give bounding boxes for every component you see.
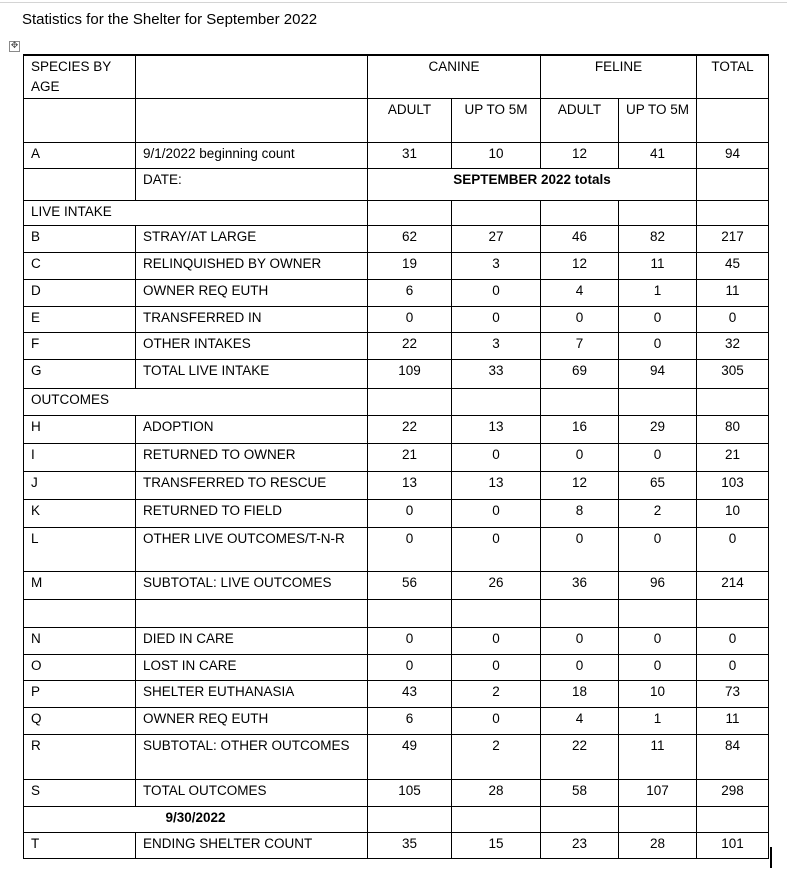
table-row bbox=[24, 571, 769, 599]
blank-cell[interactable] bbox=[541, 806, 619, 832]
blank-cell[interactable] bbox=[619, 806, 697, 832]
canine-adult-value[interactable]: 22 bbox=[368, 332, 452, 359]
canine-up-to-5m-value[interactable]: 13 bbox=[452, 415, 541, 443]
spacer-row bbox=[24, 599, 769, 627]
total-value[interactable]: 11 bbox=[697, 279, 769, 306]
canine-adult-value[interactable]: 43 bbox=[368, 680, 452, 707]
september-totals-label[interactable]: SEPTEMBER 2022 totals bbox=[368, 168, 697, 200]
blank-header-cell[interactable] bbox=[24, 98, 136, 142]
canine-up-to-5m-value[interactable]: 3 bbox=[452, 332, 541, 359]
blank-cell[interactable] bbox=[24, 168, 136, 200]
text-cursor bbox=[770, 847, 772, 868]
canine-adult-value[interactable]: 19 bbox=[368, 252, 452, 279]
canine-adult-header[interactable]: ADULT bbox=[368, 98, 452, 142]
feline-up-to-5m-header[interactable]: UP TO 5M bbox=[619, 98, 697, 142]
row-letter[interactable]: S bbox=[24, 779, 136, 806]
canine-adult-value[interactable]: 109 bbox=[368, 359, 452, 388]
row-label[interactable]: SUBTOTAL: LIVE OUTCOMES bbox=[136, 571, 368, 599]
total-value[interactable]: 101 bbox=[697, 832, 769, 858]
canine-up-to-5m-value[interactable]: 2 bbox=[452, 734, 541, 779]
canine-adult-value[interactable]: 31 bbox=[368, 142, 452, 168]
row-label[interactable]: OWNER REQ EUTH bbox=[136, 279, 368, 306]
blank-cell[interactable] bbox=[619, 388, 697, 415]
table-row-ending-count bbox=[24, 832, 769, 858]
canine-up-to-5m-value[interactable]: 0 bbox=[452, 707, 541, 734]
blank-cell[interactable] bbox=[541, 388, 619, 415]
row-label[interactable]: DIED IN CARE bbox=[136, 627, 368, 654]
feline-adult-value[interactable]: 36 bbox=[541, 571, 619, 599]
blank-header-cell[interactable] bbox=[136, 98, 368, 142]
row-label[interactable]: OWNER REQ EUTH bbox=[136, 707, 368, 734]
blank-cell[interactable] bbox=[136, 599, 368, 627]
blank-cell[interactable] bbox=[368, 806, 452, 832]
header-row-species bbox=[24, 55, 769, 98]
feline-adult-value[interactable]: 4 bbox=[541, 279, 619, 306]
feline-adult-value[interactable]: 58 bbox=[541, 779, 619, 806]
canine-up-to-5m-value[interactable]: 3 bbox=[452, 252, 541, 279]
total-value[interactable]: 298 bbox=[697, 779, 769, 806]
blank-cell[interactable] bbox=[452, 806, 541, 832]
row-label[interactable]: RETURNED TO OWNER bbox=[136, 443, 368, 471]
total-header[interactable]: TOTAL bbox=[697, 55, 769, 98]
canine-up-to-5m-header[interactable]: UP TO 5M bbox=[452, 98, 541, 142]
canine-up-to-5m-value[interactable]: 0 bbox=[452, 279, 541, 306]
row-letter[interactable]: H bbox=[24, 415, 136, 443]
table-row bbox=[24, 734, 769, 779]
canine-up-to-5m-value[interactable]: 0 bbox=[452, 499, 541, 527]
canine-up-to-5m-value[interactable]: 0 bbox=[452, 627, 541, 654]
table-row bbox=[24, 225, 769, 252]
table-row bbox=[24, 527, 769, 571]
row-letter[interactable]: A bbox=[24, 142, 136, 168]
table-row bbox=[24, 415, 769, 443]
table-row bbox=[24, 306, 769, 332]
canine-up-to-5m-value[interactable]: 2 bbox=[452, 680, 541, 707]
row-label[interactable]: OTHER LIVE OUTCOMES/T-N-R bbox=[136, 527, 368, 571]
total-value[interactable]: 73 bbox=[697, 680, 769, 707]
row-letter[interactable]: J bbox=[24, 471, 136, 499]
table-row bbox=[24, 654, 769, 680]
row-label[interactable]: 9/1/2022 beginning count bbox=[136, 142, 368, 168]
table-row-end-date bbox=[24, 806, 769, 832]
table-row bbox=[24, 332, 769, 359]
canine-up-to-5m-value[interactable]: 15 bbox=[452, 832, 541, 858]
canine-adult-value[interactable]: 6 bbox=[368, 279, 452, 306]
row-label[interactable]: TRANSFERRED TO RESCUE bbox=[136, 471, 368, 499]
total-value[interactable]: 217 bbox=[697, 225, 769, 252]
row-letter[interactable]: O bbox=[24, 654, 136, 680]
table-move-handle-icon[interactable]: ✥ bbox=[10, 41, 19, 51]
row-letter[interactable]: G bbox=[24, 359, 136, 388]
row-letter[interactable]: R bbox=[24, 734, 136, 779]
canine-adult-value[interactable]: 22 bbox=[368, 415, 452, 443]
table-row bbox=[24, 707, 769, 734]
canine-up-to-5m-value[interactable]: 13 bbox=[452, 471, 541, 499]
row-label[interactable]: ENDING SHELTER COUNT bbox=[136, 832, 368, 858]
blank-cell[interactable] bbox=[452, 388, 541, 415]
live-intake-section-label[interactable]: LIVE INTAKE bbox=[24, 200, 368, 225]
total-value[interactable]: 0 bbox=[697, 654, 769, 680]
total-value[interactable]: 94 bbox=[697, 142, 769, 168]
canine-up-to-5m-value[interactable]: 0 bbox=[452, 306, 541, 332]
table-row bbox=[24, 779, 769, 806]
canine-adult-value[interactable]: 6 bbox=[368, 707, 452, 734]
feline-up-to-5m-value[interactable]: 0 bbox=[619, 654, 697, 680]
feline-up-to-5m-value[interactable]: 0 bbox=[619, 627, 697, 654]
table-row bbox=[24, 471, 769, 499]
section-row-live-intake bbox=[24, 200, 769, 225]
feline-up-to-5m-value[interactable]: 0 bbox=[619, 332, 697, 359]
total-value[interactable]: 45 bbox=[697, 252, 769, 279]
blank-cell[interactable] bbox=[452, 200, 541, 225]
blank-cell[interactable] bbox=[697, 806, 769, 832]
canine-up-to-5m-value[interactable]: 0 bbox=[452, 654, 541, 680]
blank-cell[interactable] bbox=[368, 200, 452, 225]
row-letter[interactable]: N bbox=[24, 627, 136, 654]
statistics-table bbox=[23, 54, 769, 859]
table-row bbox=[24, 627, 769, 654]
row-letter[interactable]: C bbox=[24, 252, 136, 279]
total-value[interactable]: 21 bbox=[697, 443, 769, 471]
feline-adult-value[interactable]: 12 bbox=[541, 142, 619, 168]
row-letter[interactable]: T bbox=[24, 832, 136, 858]
row-label[interactable]: SUBTOTAL: OTHER OUTCOMES bbox=[136, 734, 368, 779]
row-label[interactable]: RELINQUISHED BY OWNER bbox=[136, 252, 368, 279]
row-letter[interactable]: F bbox=[24, 332, 136, 359]
feline-adult-value[interactable]: 23 bbox=[541, 832, 619, 858]
feline-up-to-5m-value[interactable]: 107 bbox=[619, 779, 697, 806]
feline-adult-value[interactable]: 0 bbox=[541, 654, 619, 680]
total-value[interactable]: 0 bbox=[697, 527, 769, 571]
feline-up-to-5m-value[interactable]: 65 bbox=[619, 471, 697, 499]
row-label[interactable]: SHELTER EUTHANASIA bbox=[136, 680, 368, 707]
row-label[interactable]: STRAY/AT LARGE bbox=[136, 225, 368, 252]
feline-adult-value[interactable]: 0 bbox=[541, 627, 619, 654]
row-letter[interactable]: E bbox=[24, 306, 136, 332]
table-row bbox=[24, 443, 769, 471]
blank-header-cell[interactable] bbox=[697, 98, 769, 142]
feline-adult-value[interactable]: 46 bbox=[541, 225, 619, 252]
canine-adult-value[interactable]: 62 bbox=[368, 225, 452, 252]
blank-cell[interactable] bbox=[452, 599, 541, 627]
feline-up-to-5m-value[interactable]: 82 bbox=[619, 225, 697, 252]
feline-up-to-5m-value[interactable]: 2 bbox=[619, 499, 697, 527]
ruler-line bbox=[0, 2, 787, 3]
blank-cell[interactable] bbox=[697, 168, 769, 200]
total-value[interactable]: 305 bbox=[697, 359, 769, 388]
feline-adult-value[interactable]: 22 bbox=[541, 734, 619, 779]
total-value[interactable]: 10 bbox=[697, 499, 769, 527]
section-row-outcomes bbox=[24, 388, 769, 415]
canine-up-to-5m-value[interactable]: 0 bbox=[452, 527, 541, 571]
total-value[interactable]: 0 bbox=[697, 306, 769, 332]
row-letter[interactable]: D bbox=[24, 279, 136, 306]
table-row bbox=[24, 680, 769, 707]
canine-up-to-5m-value[interactable]: 27 bbox=[452, 225, 541, 252]
row-label[interactable]: ADOPTION bbox=[136, 415, 368, 443]
table-row bbox=[24, 279, 769, 306]
total-value[interactable]: 0 bbox=[697, 627, 769, 654]
feline-adult-header[interactable]: ADULT bbox=[541, 98, 619, 142]
canine-up-to-5m-value[interactable]: 0 bbox=[452, 443, 541, 471]
blank-cell[interactable] bbox=[368, 599, 452, 627]
feline-adult-value[interactable]: 12 bbox=[541, 471, 619, 499]
row-label[interactable]: TOTAL LIVE INTAKE bbox=[136, 359, 368, 388]
feline-up-to-5m-value[interactable]: 11 bbox=[619, 734, 697, 779]
row-label[interactable]: OTHER INTAKES bbox=[136, 332, 368, 359]
feline-adult-value[interactable]: 7 bbox=[541, 332, 619, 359]
table-row bbox=[24, 252, 769, 279]
feline-adult-value[interactable]: 16 bbox=[541, 415, 619, 443]
blank-header-cell[interactable] bbox=[136, 55, 368, 98]
feline-up-to-5m-value[interactable]: 1 bbox=[619, 707, 697, 734]
row-letter[interactable]: Q bbox=[24, 707, 136, 734]
end-date-label[interactable]: 9/30/2022 bbox=[24, 806, 368, 832]
feline-up-to-5m-value[interactable]: 1 bbox=[619, 279, 697, 306]
feline-adult-value[interactable]: 4 bbox=[541, 707, 619, 734]
feline-up-to-5m-value[interactable]: 28 bbox=[619, 832, 697, 858]
feline-adult-value[interactable]: 0 bbox=[541, 527, 619, 571]
feline-adult-value[interactable]: 69 bbox=[541, 359, 619, 388]
feline-adult-value[interactable]: 0 bbox=[541, 443, 619, 471]
feline-up-to-5m-value[interactable]: 0 bbox=[619, 443, 697, 471]
row-letter[interactable]: M bbox=[24, 571, 136, 599]
feline-header[interactable]: FELINE bbox=[541, 55, 697, 98]
canine-adult-value[interactable]: 56 bbox=[368, 571, 452, 599]
row-letter[interactable]: L bbox=[24, 527, 136, 571]
row-letter[interactable]: B bbox=[24, 225, 136, 252]
canine-adult-value[interactable]: 0 bbox=[368, 306, 452, 332]
header-row-age bbox=[24, 98, 769, 142]
canine-adult-value[interactable]: 49 bbox=[368, 734, 452, 779]
total-value[interactable]: 11 bbox=[697, 707, 769, 734]
canine-up-to-5m-value[interactable]: 33 bbox=[452, 359, 541, 388]
feline-up-to-5m-value[interactable]: 11 bbox=[619, 252, 697, 279]
canine-adult-value[interactable]: 0 bbox=[368, 654, 452, 680]
canine-adult-value[interactable]: 0 bbox=[368, 499, 452, 527]
table-row bbox=[24, 359, 769, 388]
feline-adult-value[interactable]: 12 bbox=[541, 252, 619, 279]
feline-up-to-5m-value[interactable]: 94 bbox=[619, 359, 697, 388]
canine-up-to-5m-value[interactable]: 26 bbox=[452, 571, 541, 599]
total-value[interactable]: 214 bbox=[697, 571, 769, 599]
canine-up-to-5m-value[interactable]: 10 bbox=[452, 142, 541, 168]
canine-adult-value[interactable]: 35 bbox=[368, 832, 452, 858]
row-letter[interactable]: I bbox=[24, 443, 136, 471]
document-title: Statistics for the Shelter for September 2022 bbox=[22, 11, 318, 28]
feline-up-to-5m-value[interactable]: 29 bbox=[619, 415, 697, 443]
canine-adult-value[interactable]: 21 bbox=[368, 443, 452, 471]
row-label[interactable]: LOST IN CARE bbox=[136, 654, 368, 680]
row-letter[interactable]: P bbox=[24, 680, 136, 707]
section-row-outcomes-label[interactable]: OUTCOMES bbox=[24, 388, 368, 415]
canine-header[interactable]: CANINE bbox=[368, 55, 541, 98]
row-label[interactable]: TRANSFERRED IN bbox=[136, 306, 368, 332]
blank-cell[interactable] bbox=[619, 599, 697, 627]
blank-cell[interactable] bbox=[541, 200, 619, 225]
feline-up-to-5m-value[interactable]: 0 bbox=[619, 306, 697, 332]
feline-up-to-5m-value[interactable]: 10 bbox=[619, 680, 697, 707]
total-value[interactable]: 32 bbox=[697, 332, 769, 359]
row-letter[interactable]: K bbox=[24, 499, 136, 527]
canine-adult-value[interactable]: 13 bbox=[368, 471, 452, 499]
feline-up-to-5m-value[interactable]: 0 bbox=[619, 527, 697, 571]
canine-adult-value[interactable]: 0 bbox=[368, 627, 452, 654]
canine-adult-value[interactable]: 105 bbox=[368, 779, 452, 806]
row-label[interactable]: RETURNED TO FIELD bbox=[136, 499, 368, 527]
row-label[interactable]: TOTAL OUTCOMES bbox=[136, 779, 368, 806]
total-value[interactable]: 80 bbox=[697, 415, 769, 443]
blank-cell[interactable] bbox=[697, 200, 769, 225]
blank-cell[interactable] bbox=[619, 200, 697, 225]
blank-cell[interactable] bbox=[368, 388, 452, 415]
total-value[interactable]: 84 bbox=[697, 734, 769, 779]
blank-cell[interactable] bbox=[697, 599, 769, 627]
blank-cell[interactable] bbox=[697, 388, 769, 415]
feline-adult-value[interactable]: 0 bbox=[541, 306, 619, 332]
feline-up-to-5m-value[interactable]: 41 bbox=[619, 142, 697, 168]
table-row-beginning-count bbox=[24, 142, 769, 168]
canine-adult-value[interactable]: 0 bbox=[368, 527, 452, 571]
date-label[interactable]: DATE: bbox=[136, 168, 368, 200]
table-row bbox=[24, 499, 769, 527]
blank-cell[interactable] bbox=[24, 599, 136, 627]
blank-cell[interactable] bbox=[541, 599, 619, 627]
total-value[interactable]: 103 bbox=[697, 471, 769, 499]
feline-up-to-5m-value[interactable]: 96 bbox=[619, 571, 697, 599]
canine-up-to-5m-value[interactable]: 28 bbox=[452, 779, 541, 806]
species-by-age-header[interactable]: SPECIES BY AGE bbox=[24, 55, 136, 98]
feline-adult-value[interactable]: 18 bbox=[541, 680, 619, 707]
feline-adult-value[interactable]: 8 bbox=[541, 499, 619, 527]
table-row-date bbox=[24, 168, 769, 200]
